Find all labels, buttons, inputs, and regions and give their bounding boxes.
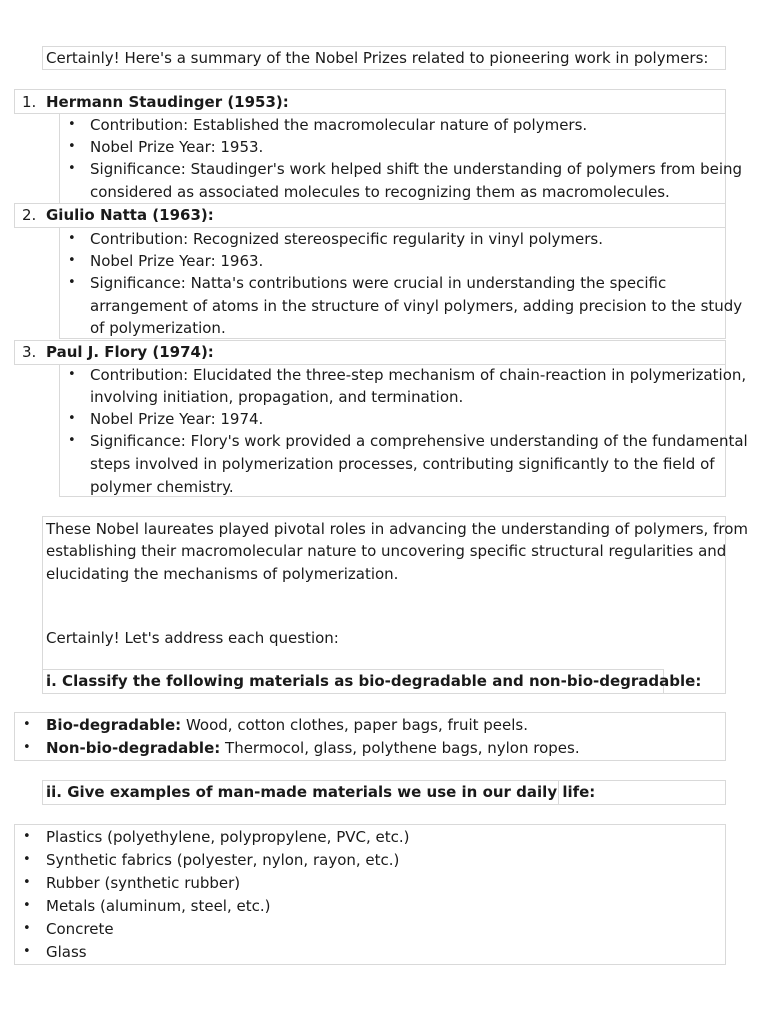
bullet: • <box>68 161 76 176</box>
laureate-1-contribution: Contribution: Established the macromolecular nature of polymers. <box>90 116 588 134</box>
laureate-3-name: Paul J. Flory (1974): <box>46 343 214 361</box>
q1-item-label: Non-bio-degradable: <box>46 739 221 757</box>
q1-item-biodegradable <box>46 714 528 736</box>
laureate-2-significance-cont: of polymerization. <box>90 319 226 337</box>
conclusion-line: These Nobel laureates played pivotal roles in advancing the understanding of polymers, from <box>46 520 749 538</box>
q2-item: Glass <box>46 943 87 961</box>
q1-item-text: Wood, cotton clothes, paper bags, fruit peels. <box>181 716 529 734</box>
laureate-3-contribution-cont: involving initiation, propagation, and termination. <box>90 388 464 406</box>
laureate-1-significance: Significance: Staudinger's work helped shift the understanding of polymers from being <box>90 160 743 178</box>
bullet: • <box>68 117 76 132</box>
laureate-2-year: Nobel Prize Year: 1963. <box>90 252 264 270</box>
q2-item: Concrete <box>46 920 114 938</box>
bullet: • <box>23 829 31 844</box>
laureate-3-significance-cont: polymer chemistry. <box>90 478 234 496</box>
q2-item: Synthetic fabrics (polyester, nylon, rayon, etc.) <box>46 851 400 869</box>
bullet: • <box>68 231 76 246</box>
laureate-3-significance-cont: steps involved in polymerization processes, contributing significantly to the field of <box>90 455 715 473</box>
laureate-2-significance: Significance: Natta's contributions were crucial in understanding the specific <box>90 274 667 292</box>
laureate-3-number: 3. <box>22 343 37 361</box>
bullet: • <box>68 275 76 290</box>
bullet: • <box>23 852 31 867</box>
bullet: • <box>23 921 31 936</box>
bullet: • <box>68 433 76 448</box>
bullet: • <box>23 875 31 890</box>
bullet: • <box>23 717 31 732</box>
intro-text: Certainly! Here's a summary of the Nobel Prizes related to pioneering work in polymers: <box>46 49 709 67</box>
q2-heading: ii. Give examples of man-made materials we use in our daily life: <box>46 783 596 801</box>
laureate-1-number: 1. <box>22 93 37 111</box>
laureate-3-significance: Significance: Flory's work provided a comprehensive understanding of the fundamental <box>90 432 748 450</box>
q2-item: Metals (aluminum, steel, etc.) <box>46 897 271 915</box>
q1-item-non-biodegradable <box>46 737 580 759</box>
conclusion-line: establishing their macromolecular nature to uncovering specific structural regularities and <box>46 542 727 560</box>
laureate-1-name: Hermann Staudinger (1953): <box>46 93 289 111</box>
bullet: • <box>23 944 31 959</box>
bullet: • <box>68 367 76 382</box>
laureate-2-significance-cont: arrangement of atoms in the structure of vinyl polymers, adding precision to the study <box>90 297 743 315</box>
q2-item: Plastics (polyethylene, polypropylene, PVC, etc.) <box>46 828 410 846</box>
bullet: • <box>23 740 31 755</box>
second-intro: Certainly! Let's address each question: <box>46 629 339 647</box>
laureate-1-year: Nobel Prize Year: 1953. <box>90 138 264 156</box>
conclusion-line: elucidating the mechanisms of polymerization. <box>46 565 399 583</box>
bullet: • <box>68 139 76 154</box>
laureate-2-contribution: Contribution: Recognized stereospecific regularity in vinyl polymers. <box>90 230 604 248</box>
bullet: • <box>68 253 76 268</box>
laureate-2-name: Giulio Natta (1963): <box>46 206 214 224</box>
q1-heading: i. Classify the following materials as bio-degradable and non-bio-degradable: <box>46 672 702 690</box>
q1-item-label: Bio-degradable: <box>46 716 182 734</box>
laureate-3-year: Nobel Prize Year: 1974. <box>90 410 264 428</box>
laureate-1-significance-cont: considered as associated molecules to recognizing them as macromolecules. <box>90 183 670 201</box>
q1-item-text: Thermocol, glass, polythene bags, nylon ropes. <box>220 739 580 757</box>
q2-item: Rubber (synthetic rubber) <box>46 874 241 892</box>
bullet: • <box>68 411 76 426</box>
laureate-2-number: 2. <box>22 206 37 224</box>
laureate-3-contribution: Contribution: Elucidated the three-step mechanism of chain-reaction in polymerization, <box>90 366 747 384</box>
bullet: • <box>23 898 31 913</box>
